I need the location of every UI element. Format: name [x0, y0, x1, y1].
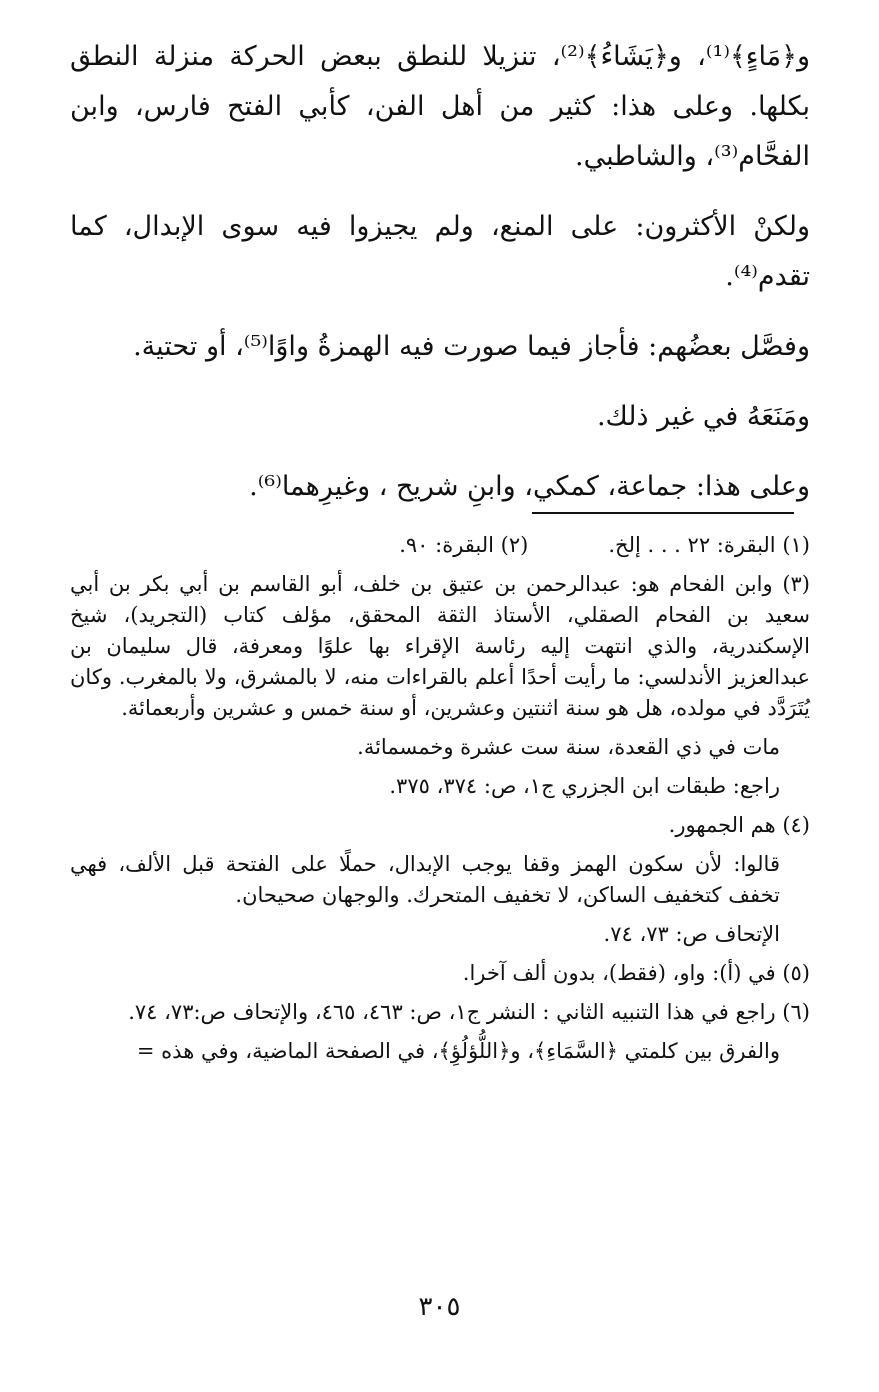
footnote-3: (٣) وابن الفحام هو: عبدالرحمن بن عتيق بن خلف، أبو القاسم بن أبي بكر بن أبي سعيد بن الفحام الصقلي، الأستاذ الثقة المحقق، مؤلف كتاب (التجريد)، شيخ الإسكندرية، والذي انتهت إليه رئاسة الإقراء بها علوًا ومعرفة، قال سليمان بن عبدالعزيز الأندلسي: ما رأيت أحدًا أعلم بالقراءات منه، لا بالمشرق، ولا بالمغرب. وكان يُتَرَدَّد في مولده، هل هو سنة اثنتين وعشرين، أو سنة خمس و عشرين وأربعمائة. — [70, 572, 810, 720]
body-paragraph: وعلى هذا: جماعة، كمكي، وابنِ شريح ، وغيرِهما⁽⁶⁾. — [249, 471, 810, 502]
footnote-4-reference: الإتحاف ص: ٧٣، ٧٤. — [603, 922, 780, 946]
footnote-row — [70, 530, 810, 561]
footnote-3-reference: راجع: طبقات ابن الجزري ج١، ص: ٣٧٤، ٣٧٥. — [389, 774, 780, 798]
body-paragraph: و﴿مَاءٍ﴾⁽¹⁾، و﴿يَشَاءُ﴾⁽²⁾، تنزيلا للنطق ببعض الحركة منزلة النطق بكلها. وعلى هذا: كثير من أهل الفن، كأبي الفتح فارس، وابن الفحَّام⁽³⁾، والشاطبي. — [70, 41, 811, 172]
footnote-6-continuation: والفرق بين كلمتي ﴿السَّمَاءِ﴾، و﴿اللُّؤلُؤِ﴾، في الصفحة الماضية، وفي هذه = — [136, 1039, 780, 1063]
footnote-6: (٦) راجع في هذا التنبيه الثاني : النشر ج١، ص: ٤٦٣، ٤٦٥، والإتحاف ص:٧٣، ٧٤. — [128, 1000, 810, 1024]
main-text — [70, 32, 810, 512]
footnote-separator — [532, 512, 794, 514]
footnote-2: (٢) البقرة: ٩٠. — [399, 533, 529, 557]
footnote-4: (٤) هم الجمهور. — [668, 813, 810, 837]
body-paragraph: ومَنَعَهُ في غير ذلك. — [596, 401, 810, 432]
page-number: ٣٠٥ — [418, 1292, 461, 1322]
footnotes — [70, 530, 810, 1075]
body-paragraph: وفصَّل بعضُهم: فأجاز فيما صورت فيه الهمزةُ واوًا⁽⁵⁾، أو تحتية. — [133, 331, 810, 362]
footnote-1: (١) البقرة: ٢٢ . . . إلخ. — [608, 533, 810, 557]
footnote-5: (٥) في (أ): واو، (فقط)، بدون ألف آخرا. — [462, 961, 810, 985]
footnote-3-death: مات في ذي القعدة، سنة ست عشرة وخمسمائة. — [357, 735, 780, 759]
body-paragraph: ولكنْ الأكثرون: على المنع، ولم يجيزوا فيه سوى الإبدال، كما تقدم⁽⁴⁾. — [70, 211, 810, 292]
footnote-4-said: قالوا: لأن سكون الهمز وقفا يوجب الإبدال، حملًا على الفتحة قبل الألف، فهي تخفف كتخفيف الساكن، لا تخفيف المتحرك. والوجهان صحيحان. — [70, 852, 780, 907]
